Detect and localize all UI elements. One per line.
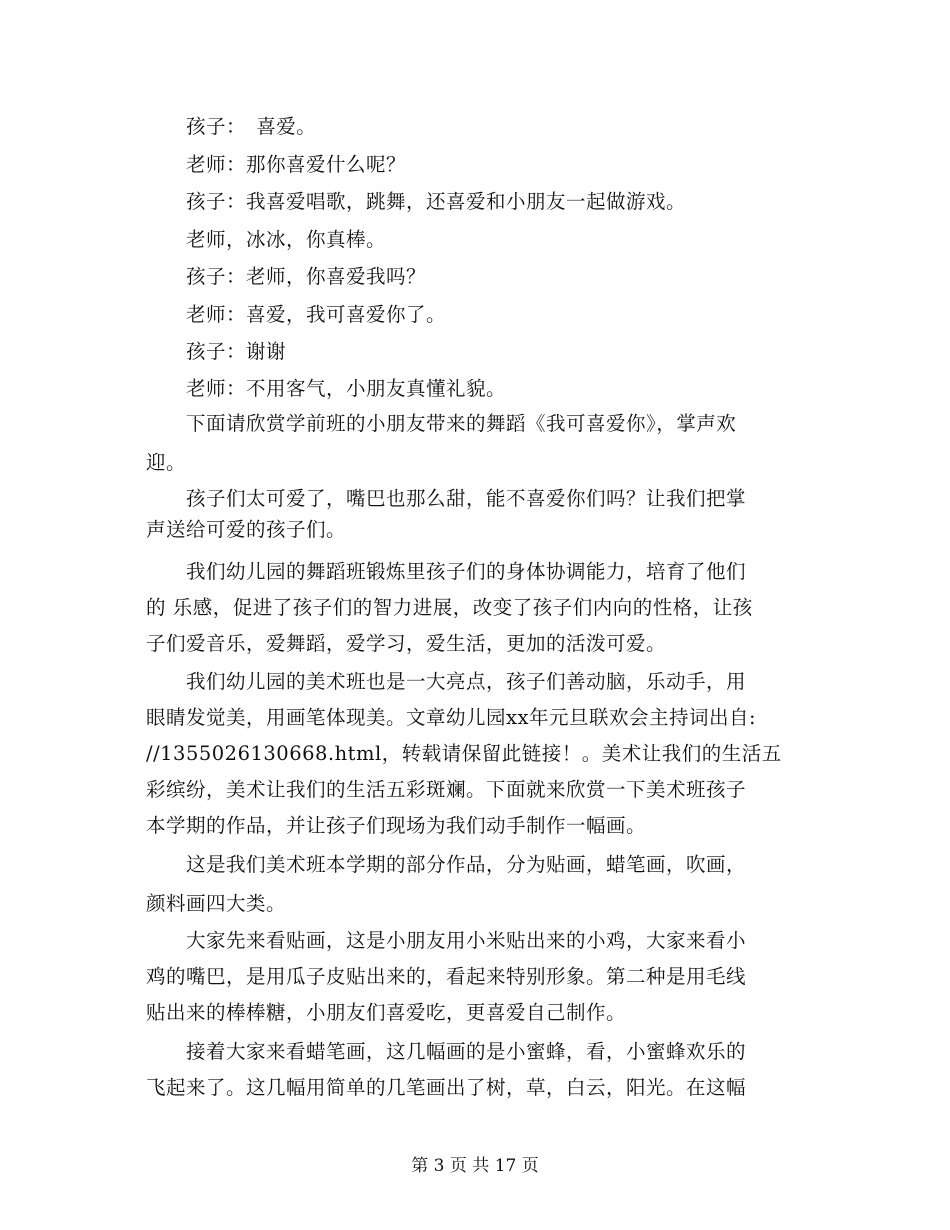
text-line: 老师：那你喜爱什么呢？ — [146, 153, 407, 176]
text-line: 孩子： 喜爱。 — [146, 115, 317, 138]
text-line: 老师，冰冰，你真棒。 — [146, 228, 387, 251]
text-line: 本学期的作品，并让孩子们现场为我们动手制作一幅画。 — [146, 814, 647, 837]
text-line: 我们幼儿园的舞蹈班锻炼里孩子们的身体协调能力，培育了他们 — [146, 560, 747, 583]
text-line: 下面请欣赏学前班的小朋友带来的舞蹈《我可喜爱你》，掌声欢 — [146, 412, 737, 435]
text-line: 老师：喜爱，我可喜爱你了。 — [146, 303, 447, 326]
text-line: 彩缤纷，美术让我们的生活五彩斑斓。下面就来欣赏一下美术班孩子 — [146, 778, 747, 801]
text-line: 颜料画四大类。 — [146, 892, 287, 915]
text-line: 我们幼儿园的美术班也是一大亮点，孩子们善动脑，乐动手，用 — [146, 670, 747, 693]
text-line: //1355026130668.html，转载请保留此链接！。美术让我们的生活五 — [146, 742, 782, 765]
text-line: 子们爱音乐，爱舞蹈，爱学习，爱生活，更加的活泼可爱。 — [146, 632, 667, 655]
text-line: 迎。 — [146, 451, 187, 474]
text-line: 飞起来了。这几幅用简单的几笔画出了树，草，白云，阳光。在这幅 — [146, 1076, 747, 1099]
text-line: 鸡的嘴巴，是用瓜子皮贴出来的，看起来特别形象。第二种是用毛线 — [146, 965, 747, 988]
page-number-footer: 第 3 页 共 17 页 — [411, 1156, 539, 1176]
text-line: 孩子：老师，你喜爱我吗？ — [146, 265, 427, 288]
text-line: 接着大家来看蜡笔画，这几幅画的是小蜜蜂，看，小蜜蜂欢乐的 — [146, 1040, 747, 1063]
text-line: 孩子们太可爱了，嘴巴也那么甜，能不喜爱你们吗？让我们把掌 — [146, 487, 747, 510]
text-line: 孩子：谢谢 — [146, 340, 287, 363]
text-line: 孩子：我喜爱唱歌，跳舞，还喜爱和小朋友一起做游戏。 — [146, 190, 687, 213]
text-line: 声送给可爱的孩子们。 — [146, 518, 347, 541]
text-line: 眼睛发觉美，用画笔体现美。文章幼儿园xx年元旦联欢会主持词出自: — [146, 706, 757, 729]
text-line: 老师：不用客气，小朋友真懂礼貌。 — [146, 377, 507, 400]
text-line: 这是我们美术班本学期的部分作品，分为贴画，蜡笔画，吹画， — [146, 853, 747, 876]
text-line: 大家先来看贴画，这是小朋友用小米贴出来的小鸡，大家来看小 — [146, 929, 747, 952]
text-line: 贴出来的棒棒糖，小朋友们喜爱吃，更喜爱自己制作。 — [146, 1001, 627, 1024]
text-line: 的 乐感，促进了孩子们的智力进展，改变了孩子们内向的性格，让孩 — [146, 596, 753, 619]
